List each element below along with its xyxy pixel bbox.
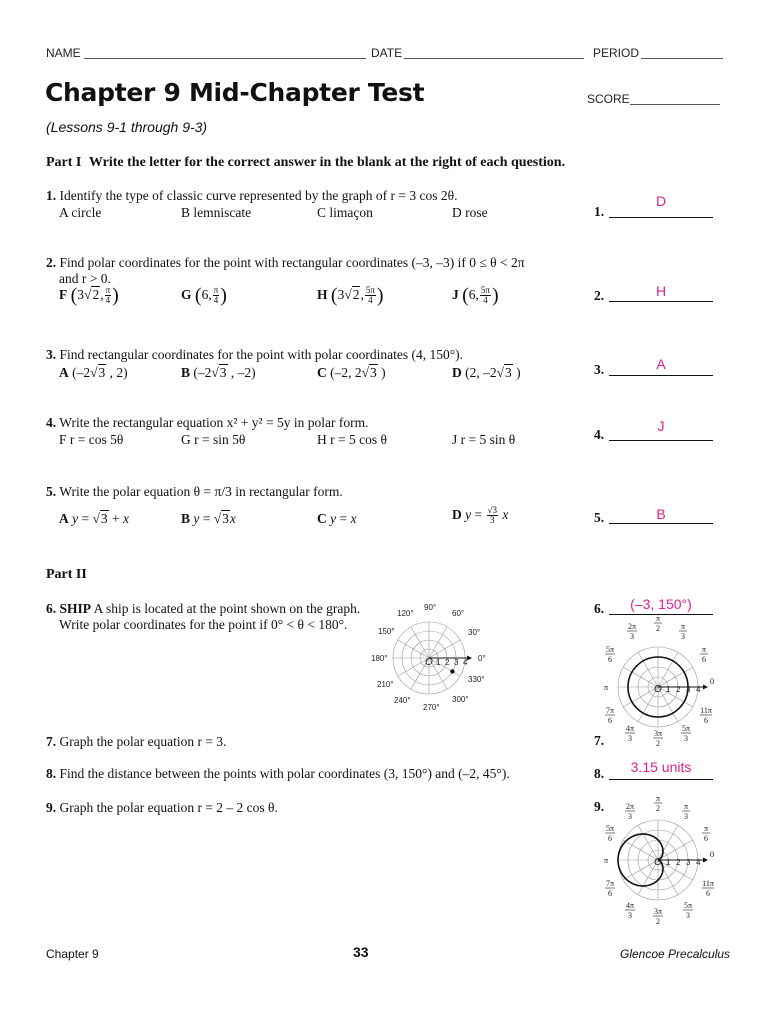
frac-7pi-6 [605,706,615,725]
q2-f-letter: F [59,287,68,302]
frac-pi-6 [700,645,708,664]
label-30: 30° [468,628,481,637]
svg-text:π: π [703,824,709,833]
q1-choice-a: A circle [59,205,102,220]
q2-answer: H [655,283,667,299]
svg-text:5π: 5π [605,645,615,654]
svg-text:5π: 5π [605,824,615,833]
svg-text:2: 2 [656,804,660,813]
label-zero: 0 [709,676,715,686]
frac-5pi-3 [681,724,691,743]
q2-g-letter: G [181,287,192,302]
q8-stem [46,765,510,782]
frac-pi-3 [682,802,690,821]
frac-3pi-2 [653,729,663,748]
q2-j-letter: J [452,287,459,302]
label-300: 300° [452,695,469,704]
q5-blank-number: 5. [594,510,605,525]
q9-polar-graph [594,793,724,931]
tick-1: 1 [666,858,671,867]
q3-choice-d: D (2, –2√3 ) [452,365,521,380]
label-210: 210° [377,680,394,689]
q3-choice-a: A (–2√3 , 2) [59,365,128,380]
frac-11pi-6 [702,879,714,898]
svg-text:11π: 11π [702,879,714,888]
q9-number: 9. [46,800,57,815]
svg-text:6: 6 [608,889,612,898]
q7-text: Graph the polar equation r = 3. [59,734,227,749]
frac-pi-3 [679,622,687,641]
q8-number: 8. [46,766,57,781]
label-270: 270° [423,703,440,712]
label-90: 90° [424,603,437,612]
q8-answer: 3.15 units [630,759,692,775]
part1-heading-row [46,154,565,171]
frac-2pi-3 [627,622,637,641]
q3-blank-number: 3. [594,362,605,377]
q5-number: 5. [46,484,57,499]
origin-label: O [654,857,662,868]
arrow-icon [467,656,472,661]
q5-choice-a: A y = √3 + x [59,511,130,526]
svg-text:6: 6 [702,655,706,664]
q1-text: Identify the type of classic curve represented by the graph of r = 3 cos 2θ. [59,188,458,203]
q7-blank-number: 7. [594,733,605,748]
svg-text:2: 2 [656,624,660,633]
tick-1: 1 [436,658,441,667]
tick-3: 3 [686,685,691,694]
svg-text:4π: 4π [625,724,635,733]
svg-text:3: 3 [684,734,688,743]
part1-heading: Part I [46,155,82,170]
q8-text: Find the distance between the points with polar coordinates (3, 150°) and (–2, 45°). [59,766,510,781]
svg-text:3: 3 [628,911,632,920]
q7-polar-graph [594,612,724,748]
q4-answer: J [657,418,665,434]
frac-4pi-3 [625,724,635,743]
q1-stem [46,187,457,204]
svg-text:3: 3 [686,911,690,920]
svg-text:3: 3 [628,812,632,821]
frac-pi-6 [702,824,710,843]
date-line[interactable] [404,58,584,59]
q4-stem [46,414,368,431]
q7-number: 7. [46,734,57,749]
svg-text:4π: 4π [625,901,635,910]
svg-text:3π: 3π [653,729,663,738]
q2-answer-line[interactable] [609,301,713,302]
label-330: 330° [468,675,485,684]
q2-h-letter: H [317,287,328,302]
q2-choice-g: G (6, $\frac{\pi}{4}$ ) [181,284,227,307]
svg-text:3: 3 [628,734,632,743]
svg-text:5π: 5π [681,724,691,733]
q2-stem [46,254,525,271]
q4-answer-line[interactable] [609,440,713,441]
q4-blank-number: 4. [594,427,605,442]
svg-text:6: 6 [608,834,612,843]
svg-text:2: 2 [656,739,660,748]
frac-11pi-6 [700,706,712,725]
q3-choice-c: C (–2, 2√3 ) [317,365,386,380]
score-label: SCORE [587,92,630,106]
arrow-icon [703,685,708,690]
q6-answer: (–3, 150°) [630,596,692,612]
page-number: 33 [353,944,369,960]
q8-answer-line[interactable] [609,779,713,780]
tick-3: 3 [454,658,459,667]
tick-2: 2 [676,858,681,867]
q1-choice-c: C limaçon [317,205,373,220]
q1-choice-d: D rose [452,205,488,220]
label-zero: 0 [709,849,715,859]
svg-text:π: π [701,645,707,654]
svg-text:3: 3 [681,632,685,641]
tick-3: 3 [686,858,691,867]
svg-text:5π: 5π [683,901,693,910]
q4-number: 4. [46,415,57,430]
q2-number: 2. [46,255,57,270]
score-line[interactable] [630,104,720,105]
tick-2: 2 [445,658,450,667]
svg-text:6: 6 [704,834,708,843]
name-line[interactable] [84,58,366,59]
date-label: DATE [371,46,403,60]
q2-choice-f: F (3√2, $\frac{\pi}{4}$ ) [59,284,119,307]
frac-pi-2 [654,614,662,633]
label-pi: π [603,855,609,865]
name-label: NAME [46,46,81,60]
tick-1: 1 [666,685,671,694]
frac-3pi-2 [653,907,663,926]
svg-text:3: 3 [684,812,688,821]
q3-text: Find rectangular coordinates for the point with polar coordinates (4, 150°). [59,347,464,362]
tick-4: 4 [696,858,701,867]
q2-choice-j: J (6, $\frac{5\pi}{4}$ ) [452,284,499,307]
q1-answer-line[interactable] [609,217,713,218]
frac-5pi-6 [605,645,615,664]
q2-blank-number: 2. [594,288,605,303]
q8-blank-number: 8. [594,766,605,781]
q5-answer-line[interactable] [609,523,713,524]
frac-7pi-6 [605,879,615,898]
label-120: 120° [397,609,414,618]
svg-text:7π: 7π [605,879,615,888]
q7-stem [46,733,226,750]
q4-choice-f: F r = cos 5θ [59,432,124,447]
label-150: 150° [378,627,395,636]
svg-text:7π: 7π [605,706,615,715]
q3-stem [46,346,463,363]
frac-2pi-3 [625,802,635,821]
ship-point [450,669,454,673]
degree-polar-graph [366,598,496,714]
q6-number: 6. [46,601,57,616]
svg-text:π: π [683,802,689,811]
q2-text: Find polar coordinates for the point with rectangular coordinates (–3, –3) if 0 ≤ θ < 2π [59,255,525,270]
footer-publisher: Glencoe Precalculus [620,947,731,961]
q9-text: Graph the polar equation r = 2 – 2 cos θ. [59,800,278,815]
q3-answer-line[interactable] [609,375,713,376]
q5-choice-c: C y = x [317,511,357,526]
label-180: 180° [371,654,388,663]
svg-text:11π: 11π [700,706,712,715]
footer-chapter: Chapter 9 [46,947,99,961]
svg-text:6: 6 [706,889,710,898]
svg-text:6: 6 [704,716,708,725]
q3-answer: A [656,356,666,372]
label-60: 60° [452,609,465,618]
q5-stem [46,483,343,500]
q3-number: 3. [46,347,57,362]
q4-choice-j: J r = 5 sin θ [452,432,516,447]
subtitle: (Lessons 9-1 through 9-3) [46,119,208,135]
q4-choice-g: G r = sin 5θ [181,432,246,447]
label-0: 0° [478,654,486,663]
frac-5pi-6 [605,824,615,843]
period-line[interactable] [641,58,723,59]
svg-text:π: π [655,614,661,623]
svg-text:3: 3 [630,632,634,641]
svg-text:2π: 2π [627,622,637,631]
q9-stem [46,799,278,816]
q5-choice-d: D y = $\frac{√3}{3}$ x [452,505,509,526]
page-title: Chapter 9 Mid-Chapter Test [45,78,425,107]
frac-pi-2 [654,794,662,813]
svg-text:6: 6 [608,655,612,664]
tick-4: 4 [696,685,701,694]
q5-text: Write the polar equation θ = π/3 in rectangular form. [59,484,343,499]
q1-blank-number: 1. [594,204,605,219]
label-pi: π [603,682,609,692]
frac-4pi-3 [625,901,635,920]
q6-text: A ship is located at the point shown on the graph. [93,601,361,616]
q4-choice-h: H r = 5 cos θ [317,432,387,447]
q4-text: Write the rectangular equation x² + y² = 5y in polar form. [59,415,369,430]
svg-text:π: π [655,794,661,803]
frac-5pi-3 [683,901,693,920]
q6-blank-number: 6. [594,601,605,616]
q5-answer: B [656,506,666,522]
q6-stem [46,600,360,617]
q6-text2: Write polar coordinates for the point if 0° < θ < 180°. [59,617,348,632]
label-240: 240° [394,696,411,705]
period-label: PERIOD [593,46,640,60]
part2-heading: Part II [46,567,87,582]
q9-blank-number: 9. [594,799,605,814]
svg-text:6: 6 [608,716,612,725]
tick-4: 4 [463,658,468,667]
origin-label: O [654,684,662,695]
q5-choice-b: B y = √3x [181,511,236,526]
tick-2: 2 [676,685,681,694]
svg-text:π: π [680,622,686,631]
q1-answer: D [655,193,667,209]
origin-label: O [425,657,433,668]
q1-number: 1. [46,188,57,203]
svg-text:2: 2 [656,917,660,926]
part1-instructions: Write the letter for the correct answer in the blank at the right of each question. [88,155,566,170]
svg-text:2π: 2π [625,802,635,811]
arrow-icon [703,858,708,863]
q3-choice-b: B (–2√3 , –2) [181,365,256,380]
q2-choice-h: H (3√2, $\frac{5\pi}{4}$ ) [317,284,384,307]
q1-choice-b: B lemniscate [181,205,252,220]
q6-title: SHIP [59,601,92,616]
q2-text2: and r > 0. [59,271,111,286]
svg-text:3π: 3π [653,907,663,916]
